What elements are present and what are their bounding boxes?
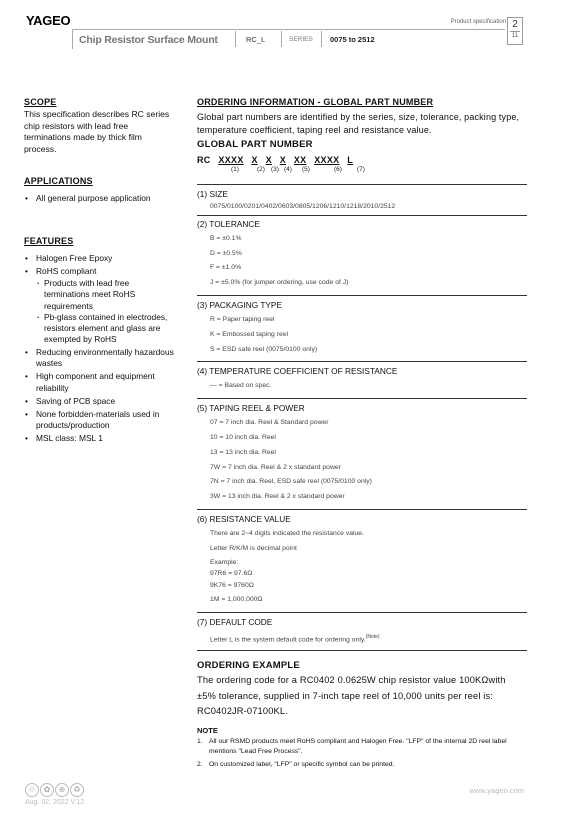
code-index: (1) (231, 166, 239, 173)
company-logo: YAGEO (26, 13, 71, 28)
note-text: On customized label, "LFP" or specific symbol can be printed. (209, 760, 395, 768)
example-heading: ORDERING EXAMPLE (197, 660, 300, 672)
code-part: XXXX (314, 155, 340, 165)
code-index: (5) (302, 166, 310, 173)
recycle-icon: ♻ (70, 783, 84, 797)
block-heading: (2) TOLERANCE (197, 218, 260, 229)
applications-heading: APPLICATIONS (24, 176, 93, 186)
sub-item: · Pb-glass contained in electrodes, resistors element and glass are exempted by RoHS (36, 312, 176, 346)
list-item (24, 266, 176, 345)
features-list (24, 253, 176, 446)
part-number-code (197, 155, 527, 165)
sub-item: · Products with lead free terminations meet RoHS requirements (36, 278, 176, 312)
features-heading: FEATURES (24, 236, 74, 246)
note-ref: (Note) (365, 634, 380, 641)
product-spec-label: Product specification (450, 19, 506, 25)
rohs-leaf-icon: ✿ (40, 783, 54, 797)
block-item: Example: (210, 558, 239, 566)
list-item-label: RoHS compliant (36, 266, 97, 276)
applications-list (24, 193, 176, 206)
code-part: XXXX (218, 155, 244, 165)
code-prefix: RC (197, 155, 211, 165)
block-item: 7N = 7 inch dia. Reel, ESD safe reel (0075/0100 only) (210, 478, 372, 486)
block-items (210, 313, 527, 357)
block-items (210, 416, 527, 505)
block-item: 3W = 13 inch dia. Reel & 2 x standard power (210, 493, 345, 501)
note-heading: NOTE (197, 725, 218, 735)
block-item: There are 2~4 digits indicated the resistance value. (210, 529, 364, 537)
example-text: The ordering code for a RC0402 0.0625W chip resistor value 100KΩwith ±5% tolerance, supplied in 7-inch tape reel of 10,000 units per reel is: RC0402JR-07100KL. (197, 675, 506, 717)
ordering-heading: ORDERING INFORMATION - GLOBAL PART NUMBER (197, 97, 434, 107)
list-item: • Halogen Free Epoxy (24, 253, 176, 264)
rohs-sublist (36, 278, 176, 345)
list-item: • None forbidden-materials used in products/production (24, 409, 176, 431)
block-item: 97R6 = 97.6Ω (210, 569, 253, 577)
block-item: K = Embossed taping reel (210, 330, 289, 338)
tcr-block (197, 361, 527, 394)
block-heading: (7) DEFAULT CODE (197, 617, 273, 628)
block-heading: (4) TEMPERATURE COEFFICIENT OF RESISTANCE (197, 366, 398, 377)
halogen-free-icon: ⊕ (55, 783, 69, 797)
packaging-block (197, 295, 527, 357)
page-total: 11 (511, 33, 519, 39)
block-items (210, 379, 527, 394)
taping-block (197, 398, 527, 505)
page-indicator (507, 17, 523, 45)
block-items (210, 527, 527, 608)
block-item: D = ±0.5% (210, 249, 242, 257)
code-index-row (197, 165, 527, 177)
note-item (197, 737, 527, 758)
block-item: R = Paper taping reel (210, 315, 275, 323)
code-index: (3) (271, 166, 279, 173)
header-divider (281, 31, 282, 47)
block-end-rule (197, 650, 527, 651)
list-item: • Saving of PCB space (24, 396, 176, 407)
note-number: 1. (197, 737, 203, 745)
code-part: L (347, 155, 354, 165)
block-heading: (5) TAPING REEL & POWER (197, 403, 305, 414)
code-index: (4) (284, 166, 292, 173)
pb-free-icon: ♲ (25, 783, 39, 797)
default-code-block (197, 612, 527, 648)
scope-text: This specification describes RC series chip resistors with lead free terminations made by thick film process. (24, 109, 170, 154)
revision-date: Aug. 02, 2022 V.12 (25, 799, 85, 806)
note-item (197, 760, 527, 771)
code-part: XX (293, 155, 307, 165)
block-heading: (1) SIZE (197, 189, 228, 199)
resistance-block (197, 509, 527, 608)
list-item: • Reducing environmentally hazardous wastes (24, 347, 176, 369)
ordering-intro: Global part numbers are identified by the series, size, tolerance, packing type, temperature coefficient, taping reel and resistance value. (197, 112, 520, 135)
size-range: 0075 to 2512 (330, 35, 375, 44)
header-divider (235, 31, 236, 47)
header-divider (72, 29, 73, 49)
block-item: 7W = 7 inch dia. Reel & 2 x standard power (210, 463, 341, 471)
block-item: J = ±5.0% (for jumper ordering, use code of J) (210, 279, 349, 287)
block-item: 13 = 13 inch dia. Reel (210, 448, 276, 456)
code-index: (7) (357, 166, 365, 173)
block-item: 07 = 7 inch dia. Reel & Standard power (210, 419, 329, 427)
block-item: B = ±0.1% (210, 234, 242, 242)
list-item: • High component and equipment reliability (24, 371, 176, 393)
header-divider (321, 31, 322, 47)
tolerance-block (197, 215, 527, 291)
page-number: 2 (512, 19, 518, 30)
code-part: X (265, 155, 272, 165)
code-index: (2) (257, 166, 265, 173)
note-number: 2. (197, 760, 203, 768)
ordering-section (197, 97, 527, 770)
block-item: 10 = 10 inch dia. Reel (210, 433, 276, 441)
block-item: — = Based on spec. (210, 382, 272, 390)
block-item: S = ESD safe reel (0075/0100 only) (210, 345, 318, 353)
block-item: 0075/0100/0201/0402/0603/0805/1206/1210/1218/2010/2512 (210, 203, 396, 210)
note-text: All our RSMD products meet RoHS compliant and Halogen Free. "LFP" of the internal 2D reel label mentions "Lead Free Process". (209, 737, 507, 756)
page-divider (510, 31, 520, 32)
gpn-heading: GLOBAL PART NUMBER (197, 139, 313, 150)
size-block (197, 184, 527, 215)
block-item: 1M = 1,000,000Ω (210, 596, 263, 604)
block-heading: (6) RESISTANCE VALUE (197, 513, 291, 524)
scope-heading: SCOPE (24, 97, 57, 107)
block-item: F = ±1.0% (210, 264, 242, 272)
series-label: SERIES (289, 36, 313, 43)
block-item: Letter R/K/M is decimal point (210, 544, 297, 552)
list-item: • All general purpose application (24, 193, 176, 204)
block-items (210, 630, 527, 648)
block-items (210, 232, 527, 291)
block-item (210, 630, 527, 648)
website-link[interactable]: www.yageo.com (469, 786, 524, 795)
compliance-icons (25, 779, 85, 797)
code-index: (6) (334, 166, 342, 173)
header-rule (72, 29, 505, 30)
block-items (210, 200, 527, 215)
default-code-text: Letter L is the system default code for ordering only. (210, 636, 366, 644)
block-item: 9K76 = 9760Ω (210, 581, 254, 589)
block-heading: (3) PACKAGING TYPE (197, 299, 282, 310)
series-code: RC_L (246, 35, 266, 44)
code-part: X (279, 155, 287, 165)
document-title: Chip Resistor Surface Mount (79, 34, 218, 46)
code-part: X (251, 155, 258, 165)
list-item: • MSL class: MSL 1 (24, 433, 176, 444)
